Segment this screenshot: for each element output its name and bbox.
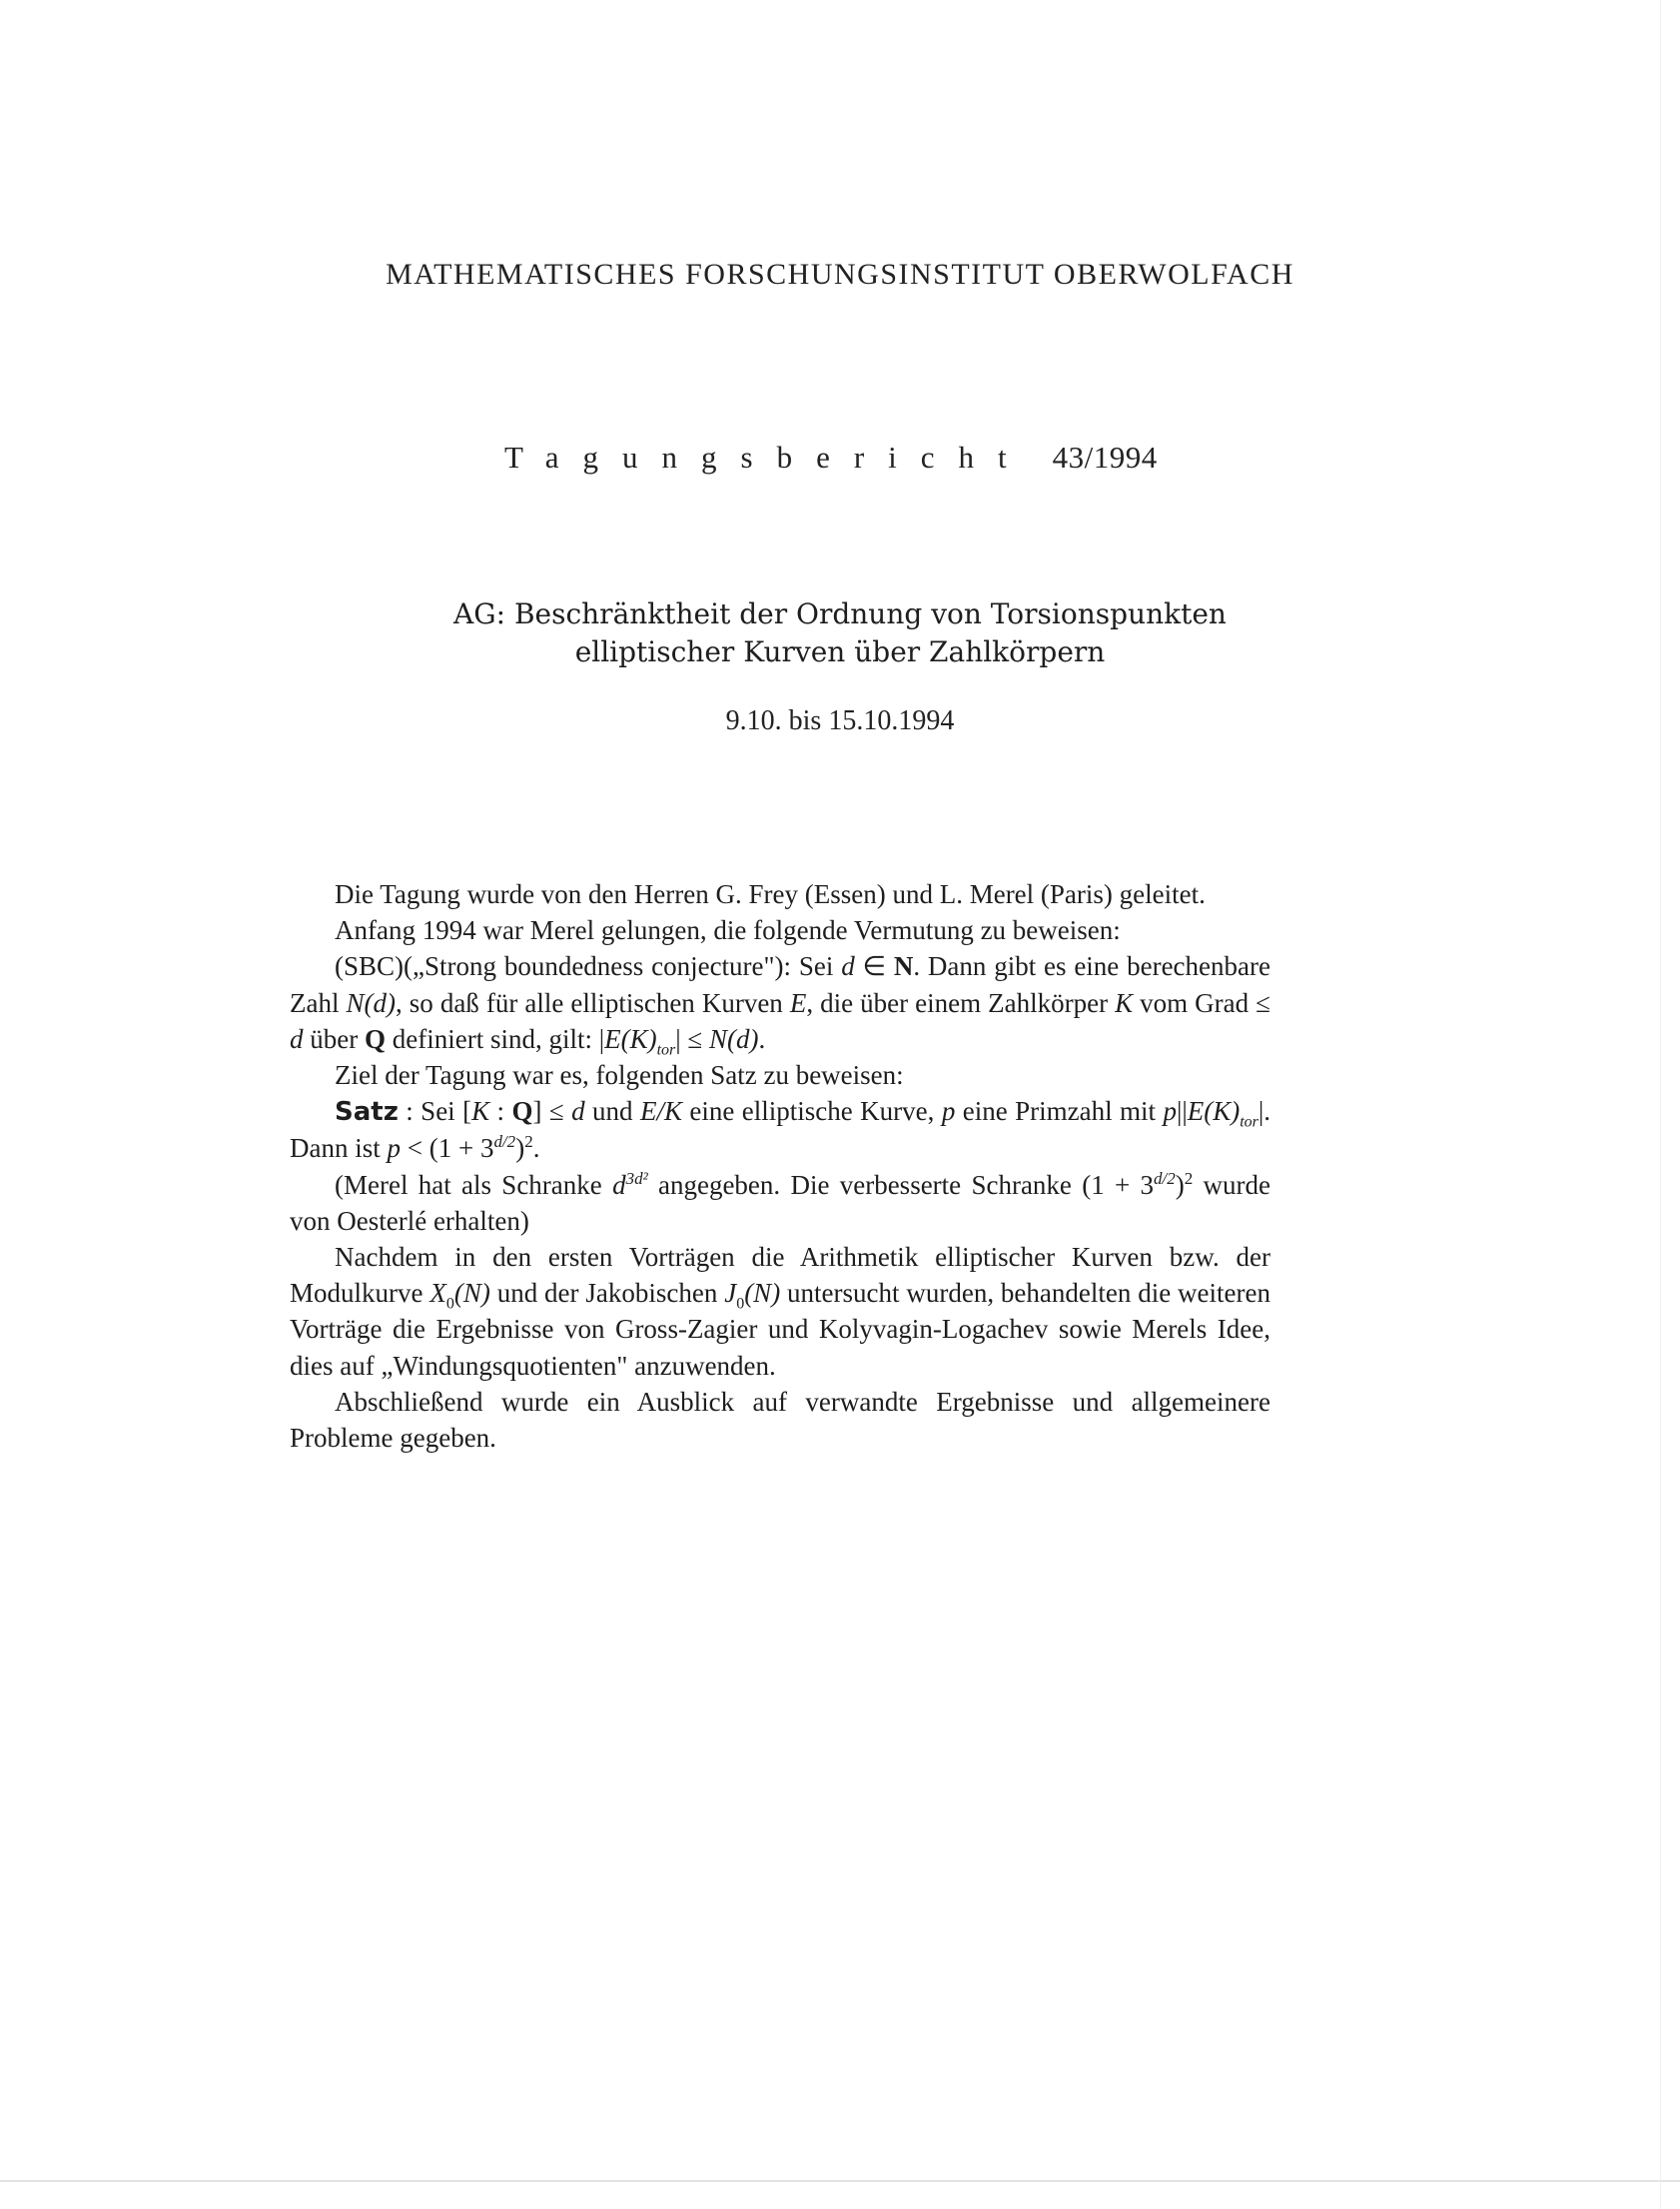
conference-title-line-2: elliptischer Kurven über Zahlkörpern — [574, 635, 1106, 668]
math-EK: E(K) — [604, 1023, 657, 1054]
satz-text-h: |. Dann ist — [290, 1096, 1271, 1164]
math-exponent: d/2 — [1154, 1168, 1176, 1188]
sbc-label: (SBC)(„Strong boundedness conjecture"): Sei — [335, 951, 834, 982]
report-number: 43/1994 — [1052, 440, 1158, 475]
paragraph-outlook: Abschließend wurde ein Ausblick auf verwandte Ergebnisse und allgemeinere Probleme gegeben. — [290, 1386, 1270, 1454]
note-text-b: angegeben. Die verbesserte Schranke (1 + 3 — [647, 1169, 1155, 1200]
sbc-text-d: vom Grad ≤ — [1133, 987, 1270, 1018]
math-tor-subscript: tor — [1240, 1113, 1259, 1131]
satz-text-i: < (1 + 3 — [401, 1133, 494, 1164]
math-tor-subscript: tor — [656, 1041, 676, 1059]
talks-text-b: und der Jakobischen — [489, 1278, 718, 1309]
report-line — [504, 440, 1158, 476]
conference-dates: 9.10. bis 15.10.1994 — [725, 705, 955, 736]
math-Nd: N(d) — [709, 1023, 759, 1054]
scan-bottom-edge — [0, 2180, 1680, 2182]
math-d: d — [612, 1169, 626, 1200]
scan-right-edge — [1660, 0, 1661, 2209]
math-d: d — [290, 1023, 304, 1054]
math-J: J — [724, 1278, 737, 1309]
math-N: (N) — [744, 1278, 781, 1309]
institute-heading: MATHEMATISCHES FORSCHUNGSINSTITUT OBERWOLFACH — [386, 258, 1294, 291]
math-K: K — [1115, 987, 1134, 1018]
sbc-text-e: über — [303, 1023, 359, 1054]
math-exponent: 3d² — [625, 1168, 648, 1188]
math-exponent: d/2 — [493, 1132, 516, 1152]
paragraph-intro: Anfang 1994 war Merel gelungen, die folgende Vermutung zu beweisen: — [335, 915, 1121, 946]
satz-text-b: : — [489, 1096, 512, 1127]
note-text-c: ) — [1175, 1169, 1185, 1200]
sbc-text-c: , die über einem Zahlkörper — [806, 987, 1109, 1018]
note-text-a: (Merel hat als Schranke — [335, 1169, 602, 1200]
report-label: Tagungsbericht — [504, 440, 1031, 475]
talks-text-a: Nachdem in den ersten Vorträgen die Arithmetik elliptischer Kurven bzw. der Modulkurve — [290, 1242, 1270, 1309]
satz-text-e: eine elliptische Kurve, — [681, 1096, 935, 1127]
math-exponent: 2 — [1184, 1168, 1194, 1188]
conference-title-line-1: AG: Beschränktheit der Ordnung von Torsionspunkten — [453, 597, 1227, 630]
paragraph-sbc — [290, 948, 1270, 1057]
math-p: p — [1163, 1096, 1177, 1127]
math-subscript: 0 — [736, 1295, 745, 1313]
math-p: p — [941, 1096, 956, 1127]
satz-text-d: und — [584, 1096, 633, 1127]
math-rationals: Q — [511, 1096, 533, 1127]
satz-text-g: || — [1176, 1096, 1188, 1127]
math-N: (N) — [453, 1278, 490, 1309]
conference-title — [0, 595, 1680, 671]
paragraph-bound-note — [290, 1167, 1270, 1239]
math-d: d — [571, 1096, 585, 1127]
satz-text-k: . — [532, 1133, 540, 1164]
sbc-text-f: definiert sind, gilt: | — [386, 1023, 605, 1054]
math-rationals: Q — [364, 1023, 386, 1054]
satz-text-a: : Sei [ — [398, 1096, 472, 1127]
sbc-text-h: . — [758, 1023, 766, 1054]
talks-text-c: untersucht wurden, behandelten die weiteren Vorträge die Ergebnisse von Gross-Zagier und Kolyvagin-Logachev sowie Merels Idee, dies auf „Windungsquotienten" anzuwenden. — [290, 1278, 1271, 1381]
math-exponent: 2 — [524, 1132, 533, 1152]
paragraph-talks — [290, 1239, 1270, 1384]
math-p: p — [387, 1133, 401, 1164]
sbc-text-b: , so daß für alle elliptischen Kurven — [396, 987, 783, 1018]
math-K: K — [471, 1096, 490, 1127]
sbc-text-a: . Dann gibt es eine berechenbare Zahl — [290, 951, 1270, 1018]
note-text-d: wurde von Oesterlé erhalten) — [290, 1169, 1271, 1236]
math-in: ∈ — [854, 951, 894, 982]
report-body — [290, 876, 1270, 1456]
satz-text-c: ] ≤ — [532, 1096, 564, 1127]
satz-label: Satz — [335, 1097, 399, 1128]
paragraph-satz — [290, 1093, 1270, 1166]
paragraph-goal: Ziel der Tagung war es, folgenden Satz zu beweisen: — [335, 1060, 904, 1091]
math-X: X — [429, 1278, 446, 1309]
math-Nd: N(d) — [346, 987, 397, 1018]
math-E: E — [789, 987, 807, 1018]
math-EK: E(K) — [1187, 1096, 1241, 1127]
satz-text-f: eine Primzahl mit — [955, 1096, 1157, 1127]
math-subscript: 0 — [445, 1295, 454, 1313]
sbc-text-g: | ≤ — [675, 1023, 703, 1054]
math-d: d — [841, 951, 855, 982]
satz-text-j: ) — [515, 1133, 525, 1164]
math-naturals: N — [893, 951, 914, 982]
paragraph-organizers: Die Tagung wurde von den Herren G. Frey (Essen) und L. Merel (Paris) geleitet. — [335, 879, 1206, 909]
math-E-over-K: E/K — [639, 1096, 682, 1127]
